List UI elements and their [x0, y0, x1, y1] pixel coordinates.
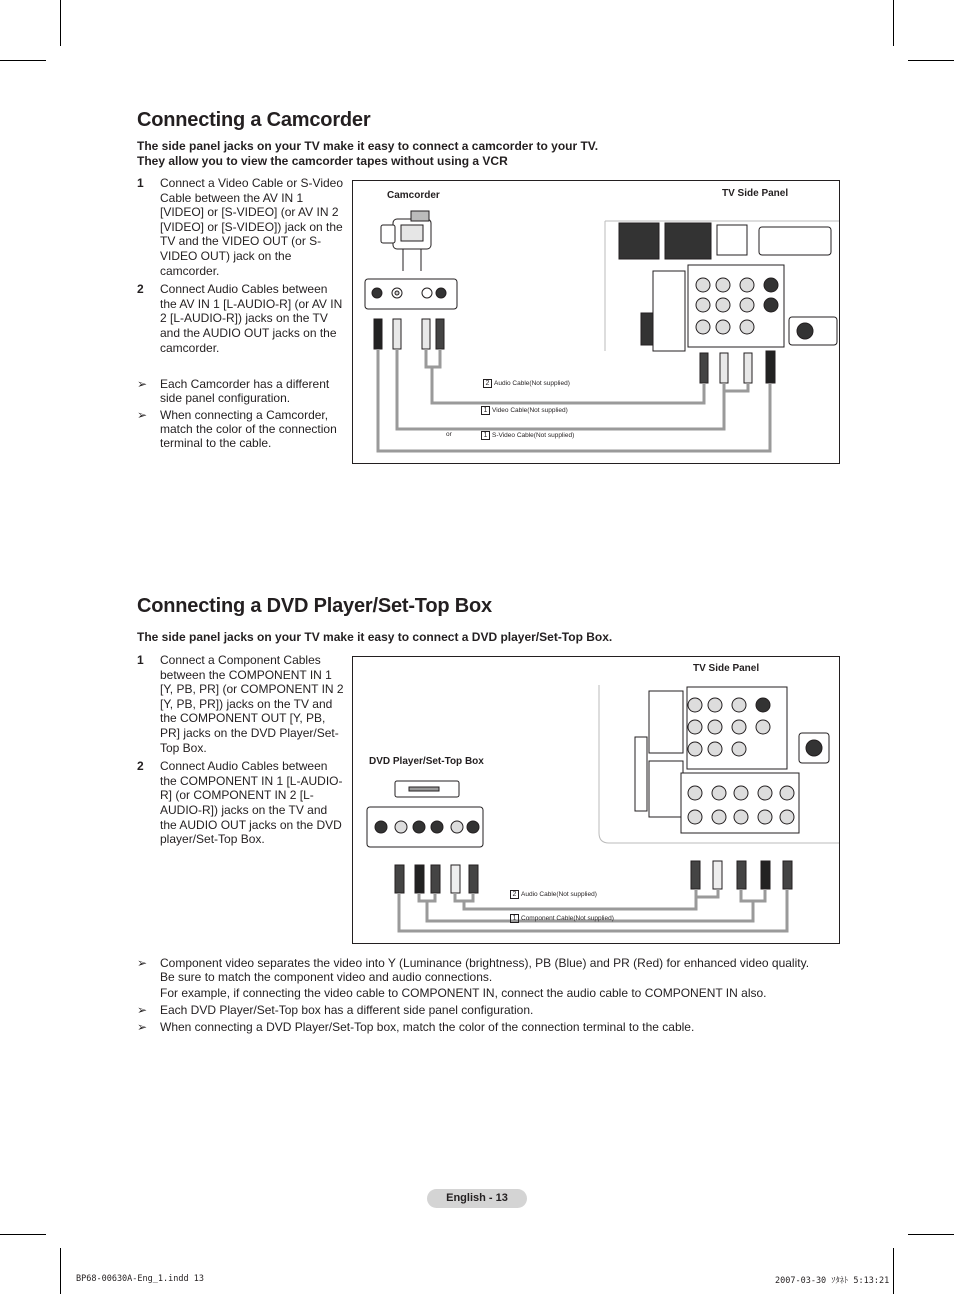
note-arrow-icon: ➢ — [137, 956, 148, 970]
camcorder-icon — [381, 211, 431, 271]
crop-mark — [60, 0, 61, 46]
step-number: 2 — [137, 282, 144, 297]
cable-number-badge: 2 — [483, 379, 492, 388]
note-line: For example, if connecting the video cable to COMPONENT IN, connect the audio cable to COMPONENT IN also. — [160, 986, 767, 1000]
crop-mark — [0, 1234, 46, 1235]
dvd-plugs — [395, 865, 478, 893]
cable-number-badge: 1 — [481, 431, 490, 440]
intro-line: The side panel jacks on your TV make it easy to connect a camcorder to your TV. — [137, 139, 599, 153]
step-number: 2 — [137, 759, 144, 774]
note-item — [137, 956, 817, 1000]
page-number-badge: English - 13 — [427, 1189, 527, 1208]
note-text: When connecting a DVD Player/Set-Top box, match the color of the connection terminal to the cable. — [160, 1020, 695, 1034]
step-item — [137, 759, 347, 847]
crop-mark — [893, 1248, 894, 1294]
note-item — [137, 1020, 817, 1034]
note-text: Each DVD Player/Set-Top box has a different side panel configuration. — [160, 1003, 534, 1017]
tv-plugs — [700, 351, 775, 383]
crop-mark — [60, 1248, 61, 1294]
cable-label-text: S-Video Cable(Not supplied) — [492, 432, 575, 439]
camcorder-intro — [137, 139, 817, 169]
note-arrow-icon: ➢ — [137, 408, 148, 422]
or-label: or — [446, 431, 452, 438]
svideo-cable-label — [481, 431, 574, 440]
video-cable-label — [481, 406, 568, 415]
crop-mark — [0, 60, 46, 61]
cable-number-badge: 2 — [510, 890, 519, 899]
note-arrow-icon: ➢ — [137, 377, 148, 391]
camcorder-steps — [137, 176, 347, 359]
dvd-steps — [137, 653, 347, 851]
cable-number-badge: 1 — [481, 406, 490, 415]
dvd-player-label: DVD Player/Set-Top Box — [369, 756, 484, 767]
note-item — [137, 377, 347, 405]
step-text: Connect a Video Cable or S-Video Cable between the AV IN 1 [VIDEO] or [S-VIDEO] (or AV IN 2 [VIDEO] or [S-VIDEO]) jack on the TV and the VIDEO OUT (or S-VIDEO OUT) jack on the camcorder. — [160, 176, 344, 278]
dvd-player-icon — [367, 781, 483, 847]
crop-mark — [893, 0, 894, 46]
camcorder-connection-diagram — [352, 180, 840, 464]
print-slug-right: 2007-03-30 ｿﾀﾈﾄ 5:13:21 — [775, 1276, 890, 1286]
audio-cable-label — [483, 379, 570, 388]
tv-side-panel-label: TV Side Panel — [722, 188, 789, 199]
dvd-notes — [137, 956, 817, 1037]
camcorder-notes — [137, 377, 347, 453]
component-cable-label — [510, 914, 614, 923]
step-item — [137, 653, 347, 755]
step-number: 1 — [137, 176, 144, 190]
note-item — [137, 408, 347, 450]
print-slug-left: BP68-00630A-Eng_1.indd 13 — [76, 1274, 204, 1284]
dvd-intro: The side panel jacks on your TV make it easy to connect a DVD player/Set-Top Box. — [137, 630, 613, 644]
cable-number-badge: 1 — [510, 914, 519, 923]
camcorder-jack-panel — [365, 279, 457, 309]
step-item — [137, 282, 347, 355]
note-line: Be sure to match the component video and audio connections. — [160, 970, 493, 984]
dvd-section-title: Connecting a DVD Player/Set-Top Box — [137, 595, 492, 617]
note-item — [137, 1003, 817, 1017]
step-text: Connect Audio Cables between the COMPONENT IN 1 [L-AUDIO-R] (or COMPONENT IN 2 [L-AUDIO-R]) jacks on the TV and the AUDIO OUT jacks on the DVD player/Set-Top Box. — [160, 759, 343, 847]
cable-label-text: Component Cable(Not supplied) — [521, 915, 614, 922]
tv-side-panel-label: TV Side Panel — [693, 663, 760, 674]
note-text — [160, 956, 817, 1000]
cable-label-text: Audio Cable(Not supplied) — [494, 380, 570, 387]
tv-plugs — [691, 861, 792, 889]
camcorder-plugs — [374, 319, 444, 349]
step-item — [137, 176, 347, 278]
camcorder-section-title: Connecting a Camcorder — [137, 109, 371, 131]
note-line: Component video separates the video into Y (Luminance (brightness), PB (Blue) and PR (Red) for enhanced video quality. — [160, 956, 810, 970]
dvd-connection-diagram — [352, 656, 840, 944]
camcorder-diagram-graphic — [353, 181, 840, 464]
note-text: Each Camcorder has a different side panel configuration. — [160, 377, 330, 405]
crop-mark — [908, 1234, 954, 1235]
camcorder-label: Camcorder — [387, 190, 440, 201]
audio-cable-label — [510, 890, 597, 899]
crop-mark — [908, 60, 954, 61]
step-text: Connect a Component Cables between the COMPONENT IN 1 [Y, PB, PR] (or COMPONENT IN 2 [Y, PB, PR]) jacks on the TV and the COMPONENT OUT [Y, PB, PR] jacks on the DVD Player/Set-Top Box. — [160, 653, 344, 755]
step-number: 1 — [137, 653, 144, 667]
note-arrow-icon: ➢ — [137, 1003, 148, 1017]
cable-label-text: Video Cable(Not supplied) — [492, 407, 568, 414]
note-text: When connecting a Camcorder, match the color of the connection terminal to the cable. — [160, 408, 337, 450]
step-text: Connect Audio Cables between the AV IN 1 [L-AUDIO-R] (or AV IN 2 [L-AUDIO-R]) jacks on the TV and the AUDIO OUT jacks on the camcorder. — [160, 282, 343, 355]
intro-line: They allow you to view the camcorder tapes without using a VCR — [137, 154, 508, 168]
dvd-diagram-graphic — [353, 657, 840, 944]
note-arrow-icon: ➢ — [137, 1020, 148, 1034]
cable-label-text: Audio Cable(Not supplied) — [521, 891, 597, 898]
